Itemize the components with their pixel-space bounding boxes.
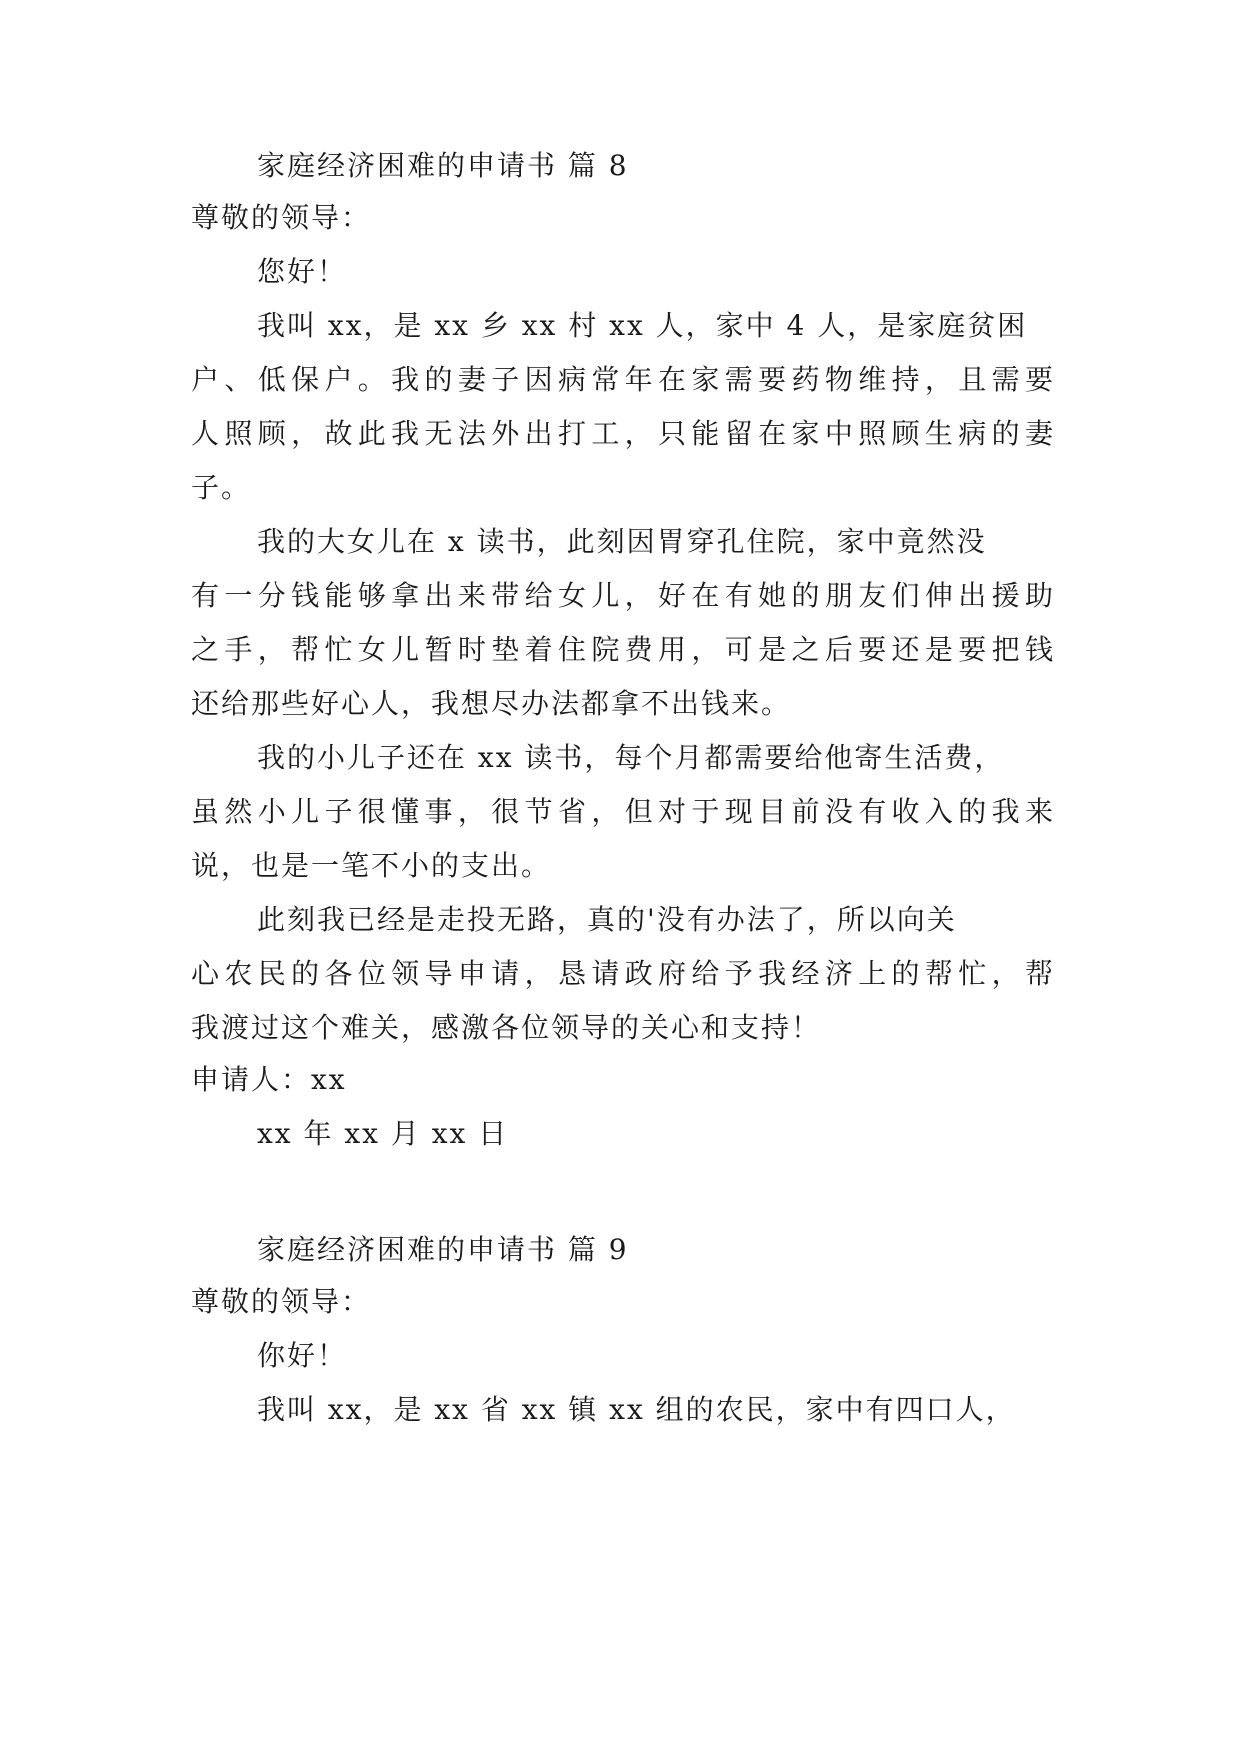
letter8-greeting: 您好！ xyxy=(257,255,348,288)
letter8-p4-line2: 心农民的各位领导申请，恳请政府给予我经济上的帮忙，帮 xyxy=(191,957,1053,990)
letter9-salutation: 尊敬的领导： xyxy=(191,1285,372,1318)
letter9-p1-line1: 我叫 xx，是 xx 省 xx 镇 xx 组的农民，家中有四口人， xyxy=(257,1393,1016,1426)
letter8-applicant: 申请人：xx xyxy=(191,1063,347,1096)
letter8-p3-line2: 虽然小儿子很懂事，很节省，但对于现目前没有收入的我来 xyxy=(191,795,1053,828)
letter8-salutation: 尊敬的领导： xyxy=(191,201,372,234)
letter8-p4-line3: 我渡过这个难关，感激各位领导的关心和支持！ xyxy=(191,1011,822,1044)
letter8-p2-line3: 之手，帮忙女儿暂时垫着住院费用，可是之后要还是要把钱 xyxy=(191,633,1053,666)
letter8-p3-line1: 我的小儿子还在 xx 读书，每个月都需要给他寄生活费， xyxy=(257,741,1005,774)
letter8-p4-line1: 此刻我已经是走投无路，真的'没有办法了，所以向关 xyxy=(257,903,957,936)
letter8-p2-line2: 有一分钱能够拿出来带给女儿，好在有她的朋友们伸出援助 xyxy=(191,579,1053,612)
letter9-title: 家庭经济困难的申请书 篇 9 xyxy=(257,1233,629,1266)
letter8-title: 家庭经济困难的申请书 篇 8 xyxy=(257,149,629,182)
letter8-p1-line2: 户、低保户。我的妻子因病常年在家需要药物维持，且需要 xyxy=(191,363,1053,396)
letter8-p2-line1: 我的大女儿在 x 读书，此刻因胃穿孔住院，家中竟然没 xyxy=(257,525,987,558)
letter8-p2-line4: 还给那些好心人，我想尽办法都拿不出钱来。 xyxy=(191,687,792,720)
letter9-greeting: 你好！ xyxy=(257,1339,348,1372)
letter8-p1-line3: 人照顾，故此我无法外出打工，只能留在家中照顾生病的妻 xyxy=(191,417,1053,450)
letter8-p1-line1: 我叫 xx，是 xx 乡 xx 村 xx 人，家中 4 人，是家庭贫困 xyxy=(257,309,1028,342)
letter8-date: xx 年 xx 月 xx 日 xyxy=(257,1117,509,1150)
letter8-p3-line3: 说，也是一笔不小的支出。 xyxy=(191,849,552,882)
letter8-p1-line4: 子。 xyxy=(191,471,252,504)
